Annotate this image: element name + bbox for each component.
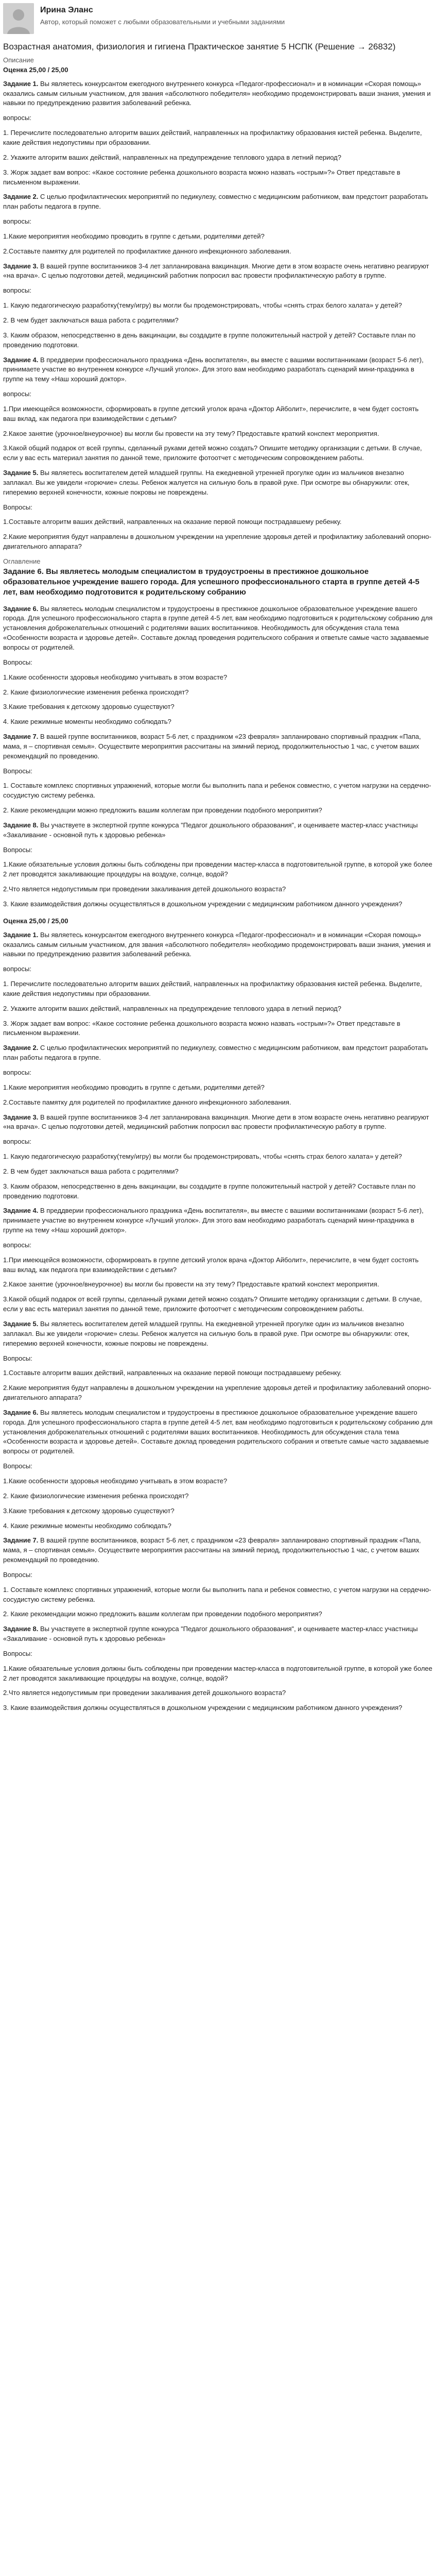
- paragraph-text: 1.Составьте алгоритм ваших действий, направленных на оказание первой помощи пострадавшему ребенку.: [3, 518, 342, 526]
- text-paragraph: [3, 113, 433, 123]
- paragraph-text: 3. Какие взаимодействия должны осуществляться в дошкольном учреждении с медицинским работником данного учреждения?: [3, 1704, 403, 1712]
- task-paragraph: [3, 930, 433, 960]
- paragraph-text: 3. Какие взаимодействия должны осуществляться в дошкольном учреждении с медицинским работником данного учреждения?: [3, 900, 403, 908]
- text-paragraph: [3, 1182, 433, 1201]
- task-number: Задание 1.: [3, 930, 39, 939]
- paragraph-text: 1. Составьте комплекс спортивных упражнений, которые могли бы выполнить папа и ребенок совместно, с учетом нагрузки на сердечно-сосудистую систему ребенка.: [3, 782, 431, 800]
- text-paragraph: [3, 331, 433, 350]
- paragraph-text: 2.Какие мероприятия будут направлены в дошкольном учреждении на укрепление здоровья детей и профилактику заболеваний опорно-двигательного аппарата?: [3, 533, 431, 551]
- task-paragraph: [3, 1043, 433, 1063]
- paragraph-text: Вопросы:: [3, 1570, 32, 1579]
- paragraph-text: 1. Составьте комплекс спортивных упражнений, которые могли бы выполнить папа и ребенок совместно, с учетом нагрузки на сердечно-сосудистую систему ребенка.: [3, 1585, 431, 1603]
- text-paragraph: [3, 1295, 433, 1314]
- paragraph-text: 2. Какие физиологические изменения ребенка происходят?: [3, 1492, 189, 1500]
- paragraph-text: 1. Перечислите последовательно алгоритм ваших действий, направленных на профилактику образования кистей ребенка. Выделите, какие действия недопустимы при образовании.: [3, 980, 422, 997]
- text-paragraph: [3, 1068, 433, 1078]
- text-paragraph: [3, 964, 433, 974]
- paragraph-text: 1. Какую педагогическую разработку(тему/игру) вы могли бы продемонстрировать, чтобы «снять страх белого халата» у детей?: [3, 1153, 402, 1161]
- paragraph-text: 2. Какие рекомендации можно предложить вашим коллегам при проведении подобного мероприятия?: [3, 806, 322, 815]
- text-paragraph: [3, 673, 433, 683]
- task-paragraph: [3, 1408, 433, 1456]
- task-number: Задание 7.: [3, 733, 39, 741]
- task-paragraph: [3, 604, 433, 653]
- description-section: [3, 79, 433, 552]
- task-paragraph: [3, 1113, 433, 1132]
- text-paragraph: [3, 1241, 433, 1250]
- text-paragraph: [3, 128, 433, 148]
- paragraph-text: Вы участвуете в экспертной группе конкурса "Педагог дошкольного образования", и оцениваете мастер-класс участницы «Закаливание - основной путь к здоровью ребенка»: [3, 821, 418, 839]
- paragraph-text: вопросы:: [3, 390, 31, 398]
- paragraph-text: 1.Какие особенности здоровья необходимо учитывать в этом возрасте?: [3, 1477, 228, 1485]
- text-paragraph: [3, 1368, 433, 1378]
- paragraph-text: Вы являетесь конкурсантом ежегодного внутреннего конкурса «Педагог-профессионал» и в номинации «Скорая помощь» оказались самым сильным участником, для звания «абсолютного победителя» необходимо продемонстрировать ваши знания, умения и навыки по предупреждению развития заболеваний ребенка.: [3, 930, 431, 958]
- score-label: Оценка 25,00 / 25,00: [3, 65, 68, 74]
- paragraph-text: Вы участвуете в экспертной группе конкурса "Педагог дошкольного образования", и оцениваете мастер-класс участницы «Закаливание - основной путь к здоровью ребенка»: [3, 1625, 418, 1643]
- text-paragraph: [3, 1521, 433, 1531]
- text-paragraph: [3, 717, 433, 727]
- text-paragraph: [3, 1280, 433, 1290]
- text-paragraph: [3, 1152, 433, 1162]
- task-number: Задание 7.: [3, 1536, 39, 1545]
- paragraph-text: 2.Какое занятие (урочное/внеурочное) вы могли бы провести на эту тему? Предоставьте краткий конспект мероприятия.: [3, 429, 379, 437]
- task-paragraph: [3, 468, 433, 498]
- text-paragraph: [3, 503, 433, 513]
- text-paragraph: [3, 1354, 433, 1364]
- text-paragraph: [3, 316, 433, 326]
- paragraph-text: Вопросы:: [3, 767, 32, 775]
- text-paragraph: [3, 1383, 433, 1403]
- text-paragraph: [3, 900, 433, 909]
- paragraph-text: Вопросы:: [3, 845, 32, 854]
- score-label-2: Оценка 25,00 / 25,00: [3, 917, 68, 925]
- paragraph-text: 3. Жорж задает вам вопрос: «Какое состояние ребенка дошкольного возраста можно назвать «острым»?» Ответ представьте в письменном выражении.: [3, 1019, 400, 1037]
- paragraph-text: 1. Перечислите последовательно алгоритм ваших действий, направленных на профилактику образования кистей ребенка. Выделите, какие действия недопустимы при образовании.: [3, 129, 422, 146]
- paragraph-text: Вопросы:: [3, 1354, 32, 1362]
- text-paragraph: [3, 1256, 433, 1275]
- paragraph-text: 1. Какую педагогическую разработку(тему/игру) вы могли бы продемонстрировать, чтобы «снять страх белого халата» у детей?: [3, 301, 402, 310]
- paragraph-text: вопросы:: [3, 1241, 31, 1249]
- text-paragraph: [3, 1506, 433, 1516]
- paragraph-text: Вы являетесь конкурсантом ежегодного внутреннего конкурса «Педагог-профессионал» и в номинации «Скорая помощь» оказались самым сильным участником, для звания «абсолютного победителя» необходимо продемонстрировать ваши знания, умения и навыки по предупреждению развития заболеваний ребенка.: [3, 79, 431, 107]
- paragraph-text: вопросы:: [3, 1068, 31, 1076]
- paragraph-text: 2.Что является недопустимым при проведении закаливания детей дошкольного возраста?: [3, 885, 286, 893]
- paragraph-text: Вопросы:: [3, 503, 32, 511]
- author-name[interactable]: Ирина Эланс: [40, 6, 93, 14]
- paragraph-text: В преддверии профессионального праздника «День воспитателя», вы вместе с вашими воспитанниками (возраст 5-6 лет), принимаете участие во внутреннем конкурсе «Лучший уголок». Для этого вам необходимо разработать сценарий мини-праздника в группе на тему «Наш хороший доктор».: [3, 1207, 424, 1234]
- text-paragraph: [3, 1492, 433, 1501]
- paragraph-text: 2. Укажите алгоритм ваших действий, направленных на предупреждение теплового удара в летний период?: [3, 153, 342, 161]
- text-paragraph: [3, 1585, 433, 1605]
- text-paragraph: [3, 845, 433, 855]
- paragraph-text: 2. Какие рекомендации можно предложить вашим коллегам при проведении подобного мероприятия?: [3, 1610, 322, 1618]
- task-number: Задание 3.: [3, 262, 39, 270]
- text-paragraph: [3, 979, 433, 999]
- description-label: Описание: [3, 56, 34, 64]
- paragraph-text: 2.Составьте памятку для родителей по профилактике данного инфекционного заболевания.: [3, 1098, 291, 1106]
- paragraph-text: 4. Какие режимные моменты необходимо соблюдать?: [3, 1521, 171, 1530]
- paragraph-text: С целью профилактических мероприятий по педикулезу, совместно с медицинским работником, вам предстоит разработать план работы педагога в группе.: [3, 193, 428, 211]
- paragraph-text: 2. Какие физиологические изменения ребенка происходят?: [3, 688, 189, 696]
- user-silhouette-icon: [3, 3, 34, 34]
- paragraph-text: 1.Составьте алгоритм ваших действий, направленных на оказание первой помощи пострадавшему ребенку.: [3, 1369, 342, 1377]
- paragraph-text: 3.Какие требования к детскому здоровью существуют?: [3, 1506, 175, 1515]
- paragraph-text: вопросы:: [3, 286, 31, 295]
- paragraph-text: В вашей группе воспитанников 3-4 лет запланирована вакцинация. Многие дети в этом возрасте очень негативно реагируют «на врача». С целью подготовки детей, медицинский работник попросил вас провести профилактическую работу в группе.: [3, 1113, 429, 1131]
- task-number: Задание 8.: [3, 821, 39, 829]
- task-number: Задание 2.: [3, 193, 39, 201]
- task-paragraph: [3, 355, 433, 385]
- text-paragraph: [3, 153, 433, 163]
- text-paragraph: [3, 688, 433, 698]
- text-paragraph: [3, 1137, 433, 1147]
- paragraph-text: Вы являетесь молодым специалистом и трудоустроены в престижное дошкольное образовательное учреждение вашего города. Для успешного профессионального старта в группе детей 4-5 лет, вам необходимо подготовиться к родительскому собранию для установления доброжелательных отношений с родителями ваших воспитанников. Необходимость для обсуждения стала тема «Особенности возраста и здоровье детей». Составьте доклад проведения родительского собрания и ответьте самые часто задаваемые вопросы от родителей.: [3, 604, 433, 651]
- paragraph-text: 2. Укажите алгоритм ваших действий, направленных на предупреждение теплового удара в летний период?: [3, 1004, 342, 1012]
- text-paragraph: [3, 1477, 433, 1486]
- text-paragraph: [3, 1570, 433, 1580]
- contents-section: [3, 567, 433, 909]
- contents-body: [3, 604, 433, 909]
- paragraph-text: 2.Какое занятие (урочное/внеурочное) вы могли бы провести на эту тему? Предоставьте краткий конспект мероприятия.: [3, 1280, 379, 1289]
- text-paragraph: [3, 1098, 433, 1108]
- paragraph-text: 1.Какие особенности здоровья необходимо учитывать в этом возрасте?: [3, 673, 228, 681]
- text-paragraph: [3, 532, 433, 552]
- paragraph-text: Вы являетесь воспитателем детей младшей группы. На ежедневной утренней прогулке один из мальчиков внезапно заплакал. Вы же увидели «горючие» слезы. Ребенок жалуется на сильную боль в правой руке. При осмотре вы обнаружили: отек, гиперемию верхней конечности, кожные покровы не повреждены.: [3, 1320, 410, 1347]
- paragraph-text: 3. Каким образом, непосредственно в день вакцинации, вы создадите в группе положительный настрой у детей? Составьте план по проведению подготовки.: [3, 1182, 416, 1200]
- task-paragraph: [3, 192, 433, 212]
- paragraph-text: В вашей группе воспитанников, возраст 5-6 лет, с праздником «23 февраля» запланировано спортивный праздник «Папа, мама, я – спортивная семья». Осуществите мероприятия рассчитаны на зимний период, продолжительностью 1 час, с учетом ваших рекомендаций по проведению.: [3, 1536, 421, 1564]
- paragraph-text: Вопросы:: [3, 1462, 32, 1470]
- paragraph-text: В преддверии профессионального праздника «День воспитателя», вы вместе с вашими воспитанниками (возраст 5-6 лет), принимаете участие во внутреннем конкурсе «Лучший уголок». Для этого вам необходимо разработать сценарий мини-праздника в группе на тему «Наш хороший доктор».: [3, 355, 424, 383]
- paragraph-text: В вашей группе воспитанников 3-4 лет запланирована вакцинация. Многие дети в этом возрасте очень негативно реагируют «на врача». С целью подготовки детей, медицинский работник попросил вас провести профилактическую работу в группе.: [3, 262, 429, 280]
- text-paragraph: [3, 389, 433, 399]
- paragraph-text: 2. В чем будет заключаться ваша работа с родителями?: [3, 316, 179, 324]
- paragraph-text: Вы являетесь воспитателем детей младшей группы. На ежедневной утренней прогулке один из мальчиков внезапно заплакал. Вы же увидели «горючие» слезы. Ребенок жалуется на сильную боль в правой руке. При осмотре вы обнаружили: отек, гиперемию верхней конечности, кожные покровы не повреждены.: [3, 469, 410, 496]
- text-paragraph: [3, 301, 433, 311]
- paragraph-text: вопросы:: [3, 1138, 31, 1146]
- text-paragraph: [3, 444, 433, 463]
- text-paragraph: [3, 860, 433, 879]
- text-paragraph: [3, 1688, 433, 1698]
- paragraph-text: 2.Какие мероприятия будут направлены в дошкольном учреждении на укрепление здоровья детей и профилактику заболеваний опорно-двигательного аппарата?: [3, 1384, 431, 1402]
- page-title: Возрастная анатомия, физиология и гигиена Практическое занятие 5 НСПК (Решение → 26832): [3, 42, 396, 52]
- text-paragraph: [3, 404, 433, 424]
- text-paragraph: [3, 781, 433, 801]
- paragraph-text: 3. Жорж задает вам вопрос: «Какое состояние ребенка дошкольного возраста можно назвать «острым»?» Ответ представьте в письменном выражении.: [3, 168, 400, 186]
- paragraph-text: Вопросы:: [3, 1649, 32, 1657]
- paragraph-text: 3.Какой общий подарок от всей группы, сделанный руками детей можно создать? Опишите методику организации с детьми. В случае, если у вас есть материал занятия по данной теме, приложите фотоотчет с методическим сопровождением работы.: [3, 1295, 422, 1313]
- paragraph-text: Вы являетесь молодым специалистом и трудоустроены в престижное дошкольное образовательное учреждение вашего города. Для успешного профессионального старта в группе детей 4-5 лет, вам необходимо подготовиться к родительскому собранию для установления доброжелательных отношений с родителями ваших воспитанников. Необходимость для обсуждения стала тема «Особенности возраста и здоровье детей». Составьте доклад проведения родительского собрания и ответьте самые часто задаваемые вопросы от родителей.: [3, 1408, 433, 1455]
- author-info: [40, 3, 285, 27]
- contents-heading: Задание 6. Вы являетесь молодым специалистом в трудоустроены в престижное дошкольное образовательное учреждение вашего города. Для успешного профессионального старта в группе детей 4-5 лет, вам необходимо подготовится к родительскому собранию: [3, 567, 420, 597]
- paragraph-text: вопросы:: [3, 114, 31, 122]
- task-paragraph: [3, 1206, 433, 1235]
- task-paragraph: [3, 262, 433, 281]
- task-number: Задание 1.: [3, 79, 39, 88]
- text-paragraph: [3, 1703, 433, 1713]
- text-paragraph: [3, 429, 433, 439]
- text-paragraph: [3, 658, 433, 668]
- task-number: Задание 4.: [3, 355, 39, 364]
- text-paragraph: [3, 1649, 433, 1659]
- paragraph-text: 1.Какие обязательные условия должны быть соблюдены при проведении мастер-класса в подготовительной группе, в которой уже более 2 лет проводятся закаливающие процедуры на воздухе, солнце, водой?: [3, 860, 432, 878]
- task-number: Задание 5.: [3, 469, 39, 477]
- text-paragraph: [3, 517, 433, 527]
- text-paragraph: [3, 1004, 433, 1014]
- paragraph-text: 1.При имеющейся возможности, сформировать в группе детский уголок врача «Доктор Айболит», перечислите, в чем будет состоять ваш вклад, как педагога при взаимодействии с детьми?: [3, 1256, 419, 1274]
- text-paragraph: [3, 1167, 433, 1177]
- task-number: Задание 6.: [3, 604, 39, 613]
- text-paragraph: [3, 1019, 433, 1039]
- paragraph-text: 3. Каким образом, непосредственно в день вакцинации, вы создадите в группе положительный настрой у детей? Составьте план по проведению подготовки.: [3, 331, 416, 349]
- text-paragraph: [3, 885, 433, 894]
- text-paragraph: [3, 702, 433, 712]
- task-paragraph: [3, 732, 433, 761]
- task-number: Задание 2.: [3, 1044, 39, 1052]
- paragraph-text: 1.При имеющейся возможности, сформировать в группе детский уголок врача «Доктор Айболит», перечислите, в чем будет состоять ваш вклад, как педагога при взаимодействии с детьми?: [3, 404, 419, 422]
- task-paragraph: [3, 1319, 433, 1349]
- paragraph-text: С целью профилактических мероприятий по педикулезу, совместно с медицинским работником, вам предстоит разработать план работы педагога в группе.: [3, 1044, 428, 1062]
- contents-label: Оглавление: [3, 557, 41, 565]
- paragraph-text: 2. В чем будет заключаться ваша работа с родителями?: [3, 1167, 179, 1175]
- paragraph-text: 3.Какой общий подарок от всей группы, сделанный руками детей можно создать? Опишите методику организации с детьми. В случае, если у вас есть материал занятия по данной теме, приложите фотоотчет с методическим сопровождением работы.: [3, 444, 422, 462]
- paragraph-text: 1.Какие мероприятия необходимо проводить в группе с детьми, родителями детей?: [3, 232, 265, 240]
- task-number: Задание 3.: [3, 1113, 39, 1121]
- avatar[interactable]: [3, 3, 34, 34]
- text-paragraph: [3, 286, 433, 296]
- task-number: Задание 6.: [3, 1408, 39, 1416]
- task-paragraph: [3, 79, 433, 109]
- text-paragraph: [3, 806, 433, 816]
- text-paragraph: [3, 767, 433, 776]
- task-number: Задание 4.: [3, 1207, 39, 1215]
- text-paragraph: [3, 168, 433, 188]
- text-paragraph: [3, 1083, 433, 1093]
- task-paragraph: [3, 1624, 433, 1644]
- text-paragraph: [3, 247, 433, 257]
- task-number: Задание 8.: [3, 1625, 39, 1633]
- paragraph-text: 2.Что является недопустимым при проведении закаливания детей дошкольного возраста?: [3, 1689, 286, 1697]
- paragraph-text: вопросы:: [3, 217, 31, 226]
- text-paragraph: [3, 1462, 433, 1471]
- author-bio: Автор, который поможет с любыми образовательными и учебными заданиями: [40, 18, 285, 26]
- paragraph-text: 2.Составьте памятку для родителей по профилактике данного инфекционного заболевания.: [3, 247, 291, 255]
- text-paragraph: [3, 232, 433, 242]
- author-card: [3, 3, 433, 34]
- paragraph-text: вопросы:: [3, 965, 31, 973]
- text-paragraph: [3, 1609, 433, 1619]
- paragraph-text: В вашей группе воспитанников, возраст 5-6 лет, с праздником «23 февраля» запланировано спортивный праздник «Папа, мама, я – спортивная семья». Осуществите мероприятия рассчитаны на зимний период, продолжительностью 1 час, с учетом ваших рекомендаций по проведению.: [3, 733, 421, 760]
- paragraph-text: 4. Какие режимные моменты необходимо соблюдать?: [3, 718, 171, 726]
- task-paragraph: [3, 821, 433, 840]
- paragraph-text: 1.Какие обязательные условия должны быть соблюдены при проведении мастер-класса в подготовительной группе, в которой уже более 2 лет проводятся закаливающие процедуры на воздухе, солнце, водой?: [3, 1664, 432, 1682]
- task-number: Задание 5.: [3, 1320, 39, 1328]
- task-paragraph: [3, 1536, 433, 1565]
- text-paragraph: [3, 1664, 433, 1684]
- paragraph-text: Вопросы:: [3, 658, 32, 666]
- text-paragraph: [3, 217, 433, 227]
- paragraph-text: 1.Какие мероприятия необходимо проводить в группе с детьми, родителями детей?: [3, 1083, 265, 1091]
- paragraph-text: 3.Какие требования к детскому здоровью существуют?: [3, 703, 175, 711]
- full-text-section: [3, 930, 433, 1713]
